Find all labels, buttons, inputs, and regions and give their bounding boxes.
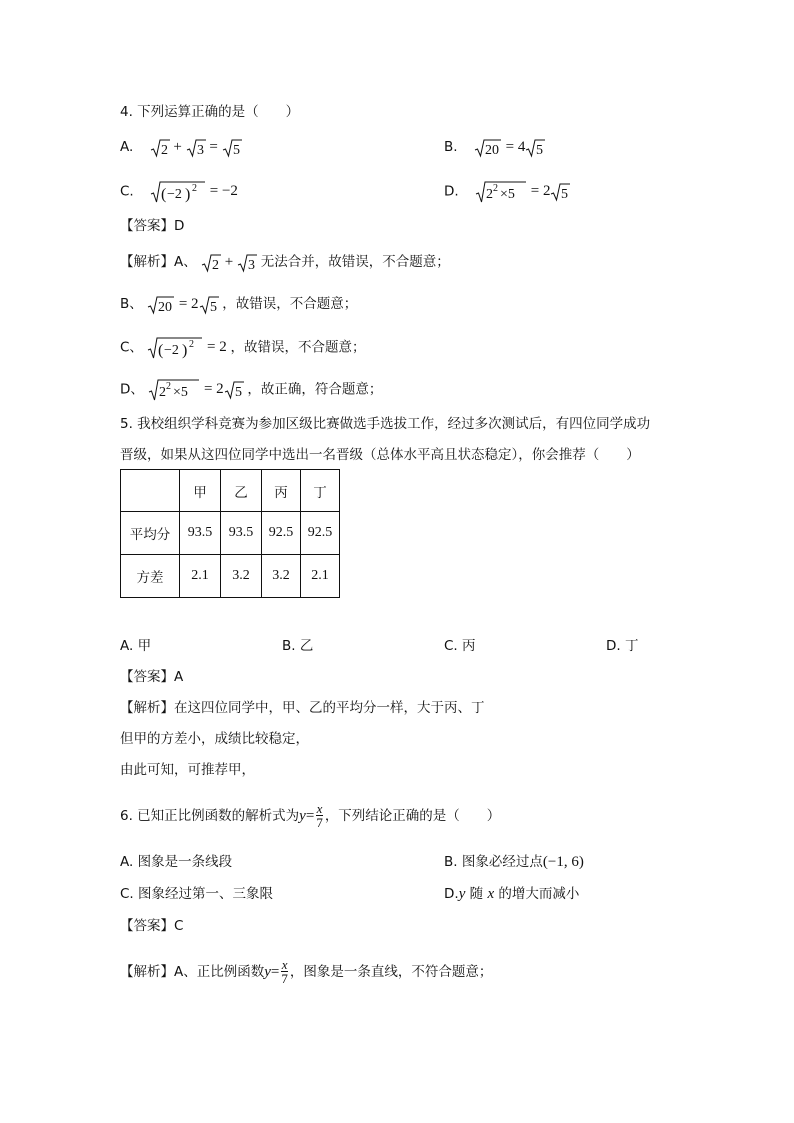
table-cell: 93.5 bbox=[180, 512, 221, 555]
analysis-label: 【解析】 bbox=[120, 964, 174, 980]
q5-stem-line1: 5. 我校组织学科竞赛为参加区级比赛做选手选拔工作，经过多次测试后，有四位同学成功 bbox=[120, 416, 651, 432]
answer-label: 【答案】 bbox=[120, 218, 174, 234]
option-mid: 随 bbox=[465, 886, 488, 902]
option-var-y: y bbox=[458, 886, 466, 902]
table-header-cell bbox=[121, 470, 180, 512]
table-cell: 3.2 bbox=[262, 555, 301, 598]
q6-stem bbox=[120, 802, 500, 830]
q4-option-b bbox=[444, 137, 545, 158]
q6-answer bbox=[120, 916, 183, 936]
fraction-numerator: x bbox=[316, 801, 323, 816]
svg-text:5: 5 bbox=[234, 385, 242, 400]
table-cell: 92.5 bbox=[301, 512, 340, 555]
option-text: 丙 bbox=[462, 638, 476, 654]
formula-eq: = bbox=[270, 964, 280, 980]
q4-option-a-letter: A. bbox=[120, 139, 134, 155]
table-cell: 2.1 bbox=[301, 555, 340, 598]
analysis-text: 无法合并，故错误，不合题意； bbox=[260, 254, 450, 270]
svg-text:(: ( bbox=[158, 342, 164, 359]
option-text: 甲 bbox=[137, 638, 152, 654]
option-letter: B. bbox=[444, 854, 458, 870]
table-header-cell: 乙 bbox=[221, 470, 262, 512]
q4-stem: 4. 下列运算正确的是（ ） bbox=[120, 104, 300, 120]
table-header-cell: 丙 bbox=[262, 470, 301, 512]
option-letter: D. bbox=[444, 886, 459, 902]
analysis-expr: 2 2 ×5 = 2 5 bbox=[148, 381, 247, 397]
q6-option-d bbox=[444, 884, 579, 904]
analysis-expr: 2 + 3 bbox=[201, 254, 261, 270]
svg-text:2: 2 bbox=[160, 142, 168, 158]
table-row-label: 平均分 bbox=[121, 512, 180, 555]
formula-fraction bbox=[281, 958, 288, 986]
q4-option-b-letter: B. bbox=[444, 139, 458, 155]
q5-option-c bbox=[444, 636, 476, 656]
answer-label: 【答案】 bbox=[120, 669, 174, 685]
table-header-cell: 甲 bbox=[180, 470, 221, 512]
analysis-prefix: A、 bbox=[174, 254, 197, 270]
fraction-numerator: x bbox=[281, 957, 288, 972]
option-text: 乙 bbox=[299, 638, 314, 654]
svg-text:2: 2 bbox=[192, 183, 198, 194]
svg-text:20: 20 bbox=[158, 299, 173, 315]
option-text: 的增大而减小 bbox=[494, 886, 580, 902]
q5-option-b bbox=[282, 636, 313, 656]
answer-value: A bbox=[174, 669, 184, 685]
q5-stem-line2: 晋级，如果从这四位同学中选出一名晋级（总体水平高且状态稳定），你会推荐（ ） bbox=[120, 447, 640, 463]
option-letter: C. bbox=[120, 886, 134, 902]
q4-option-c bbox=[120, 180, 238, 204]
q4-analysis-d bbox=[120, 378, 382, 402]
svg-text:2: 2 bbox=[159, 385, 167, 400]
q5-option-a bbox=[120, 636, 151, 656]
svg-text:5: 5 bbox=[536, 142, 544, 158]
q5-answer bbox=[120, 667, 183, 687]
option-text: 图象经过第一、三象限 bbox=[138, 886, 274, 902]
q4-option-d-expr: 2 2 ×5 = 2 5 bbox=[475, 183, 570, 199]
q4-analysis-a bbox=[120, 252, 450, 273]
fraction-denominator: 7 bbox=[316, 815, 323, 830]
fraction-denominator: 7 bbox=[281, 971, 288, 986]
svg-text:2: 2 bbox=[492, 183, 498, 194]
analysis-before: A、正比例函数 bbox=[174, 964, 265, 980]
svg-text:2: 2 bbox=[485, 187, 493, 202]
answer-value: D bbox=[174, 218, 185, 234]
q5-analysis-line2: 但甲的方差小，成绩比较稳定， bbox=[120, 731, 309, 747]
formula-fraction bbox=[316, 802, 323, 830]
svg-text:5: 5 bbox=[232, 142, 240, 158]
option-text: 图象是一条线段 bbox=[137, 854, 233, 870]
q5-score-table bbox=[120, 469, 340, 598]
q4-answer bbox=[120, 216, 184, 236]
option-text: 丁 bbox=[624, 638, 639, 654]
analysis-label: 【解析】 bbox=[120, 700, 174, 716]
q4-option-a-expr: 2 + 3 = 5 bbox=[150, 139, 242, 155]
q4-option-d bbox=[444, 180, 570, 204]
q5-analysis-line3: 由此可知，可推荐甲， bbox=[120, 762, 255, 778]
q6-option-c bbox=[120, 884, 273, 904]
option-letter: A. bbox=[120, 638, 134, 654]
q6-analysis bbox=[120, 958, 492, 986]
formula-lhs: y bbox=[299, 808, 306, 824]
analysis-label: 【解析】 bbox=[120, 254, 174, 270]
table-cell: 3.2 bbox=[221, 555, 262, 598]
formula-eq: = bbox=[305, 808, 315, 824]
answer-value: C bbox=[174, 918, 184, 934]
svg-text:×5: ×5 bbox=[173, 385, 189, 400]
svg-text:2: 2 bbox=[166, 381, 172, 392]
svg-text:5: 5 bbox=[209, 299, 217, 315]
svg-text:(: ( bbox=[161, 186, 167, 203]
q4-option-d-letter: D. bbox=[444, 183, 459, 200]
analysis-text: ，故错误，不合题意； bbox=[230, 339, 366, 356]
answer-label: 【答案】 bbox=[120, 918, 174, 934]
analysis-text: ，故正确，符合题意； bbox=[247, 381, 383, 398]
q4-option-c-expr: ( −2 ) 2 = −2 bbox=[150, 183, 238, 199]
analysis-after: ，图象是一条直线，不符合题意； bbox=[289, 964, 493, 980]
q6-stem-after: ，下列结论正确的是（ ） bbox=[324, 808, 501, 824]
analysis-prefix: D、 bbox=[120, 381, 144, 398]
svg-text:−2: −2 bbox=[167, 187, 182, 202]
q4-analysis-b bbox=[120, 294, 357, 315]
table-cell: 92.5 bbox=[262, 512, 301, 555]
svg-text:20: 20 bbox=[484, 142, 499, 158]
q4-option-b-expr: 20 = 4 5 bbox=[474, 139, 545, 155]
q4-option-c-letter: C. bbox=[120, 183, 134, 200]
q6-option-a bbox=[120, 852, 232, 872]
table-row-label: 方差 bbox=[121, 555, 180, 598]
q4-option-a bbox=[120, 137, 242, 158]
analysis-prefix: B、 bbox=[120, 296, 143, 312]
analysis-expr: ( −2 ) 2 = 2 bbox=[147, 339, 230, 355]
svg-text:2: 2 bbox=[189, 339, 195, 350]
option-letter: D. bbox=[606, 638, 621, 654]
q6-option-b bbox=[444, 852, 584, 872]
q5-option-d bbox=[606, 636, 638, 656]
formula-lhs: y bbox=[264, 964, 271, 980]
svg-text:3: 3 bbox=[196, 142, 204, 158]
option-letter: A. bbox=[120, 854, 134, 870]
analysis-prefix: C、 bbox=[120, 339, 143, 356]
svg-text:−2: −2 bbox=[164, 343, 180, 358]
svg-text:3: 3 bbox=[248, 257, 256, 273]
option-letter: B. bbox=[282, 638, 296, 654]
q5-analysis-line1 bbox=[120, 698, 485, 718]
table-header-cell: 丁 bbox=[301, 470, 340, 512]
svg-text:): ) bbox=[185, 186, 191, 203]
svg-text:2: 2 bbox=[212, 257, 220, 273]
table-cell: 2.1 bbox=[180, 555, 221, 598]
svg-text:×5: ×5 bbox=[499, 187, 515, 202]
option-text: 图象必经过点 bbox=[461, 854, 543, 870]
svg-text:): ) bbox=[182, 342, 188, 359]
option-var-x: x bbox=[487, 886, 495, 902]
analysis-text: 在这四位同学中，甲、乙的平均分一样，大于丙、丁 bbox=[174, 700, 485, 716]
table-cell: 93.5 bbox=[221, 512, 262, 555]
option-letter: C. bbox=[444, 638, 458, 654]
svg-text:5: 5 bbox=[561, 187, 569, 202]
q6-stem-before: 6. 已知正比例函数的解析式为 bbox=[120, 808, 300, 824]
option-point: (−1, 6) bbox=[542, 854, 584, 870]
analysis-expr: 20 = 2 5 bbox=[147, 296, 222, 312]
analysis-text: ，故错误，不合题意； bbox=[222, 296, 358, 312]
q4-analysis-c bbox=[120, 336, 365, 360]
